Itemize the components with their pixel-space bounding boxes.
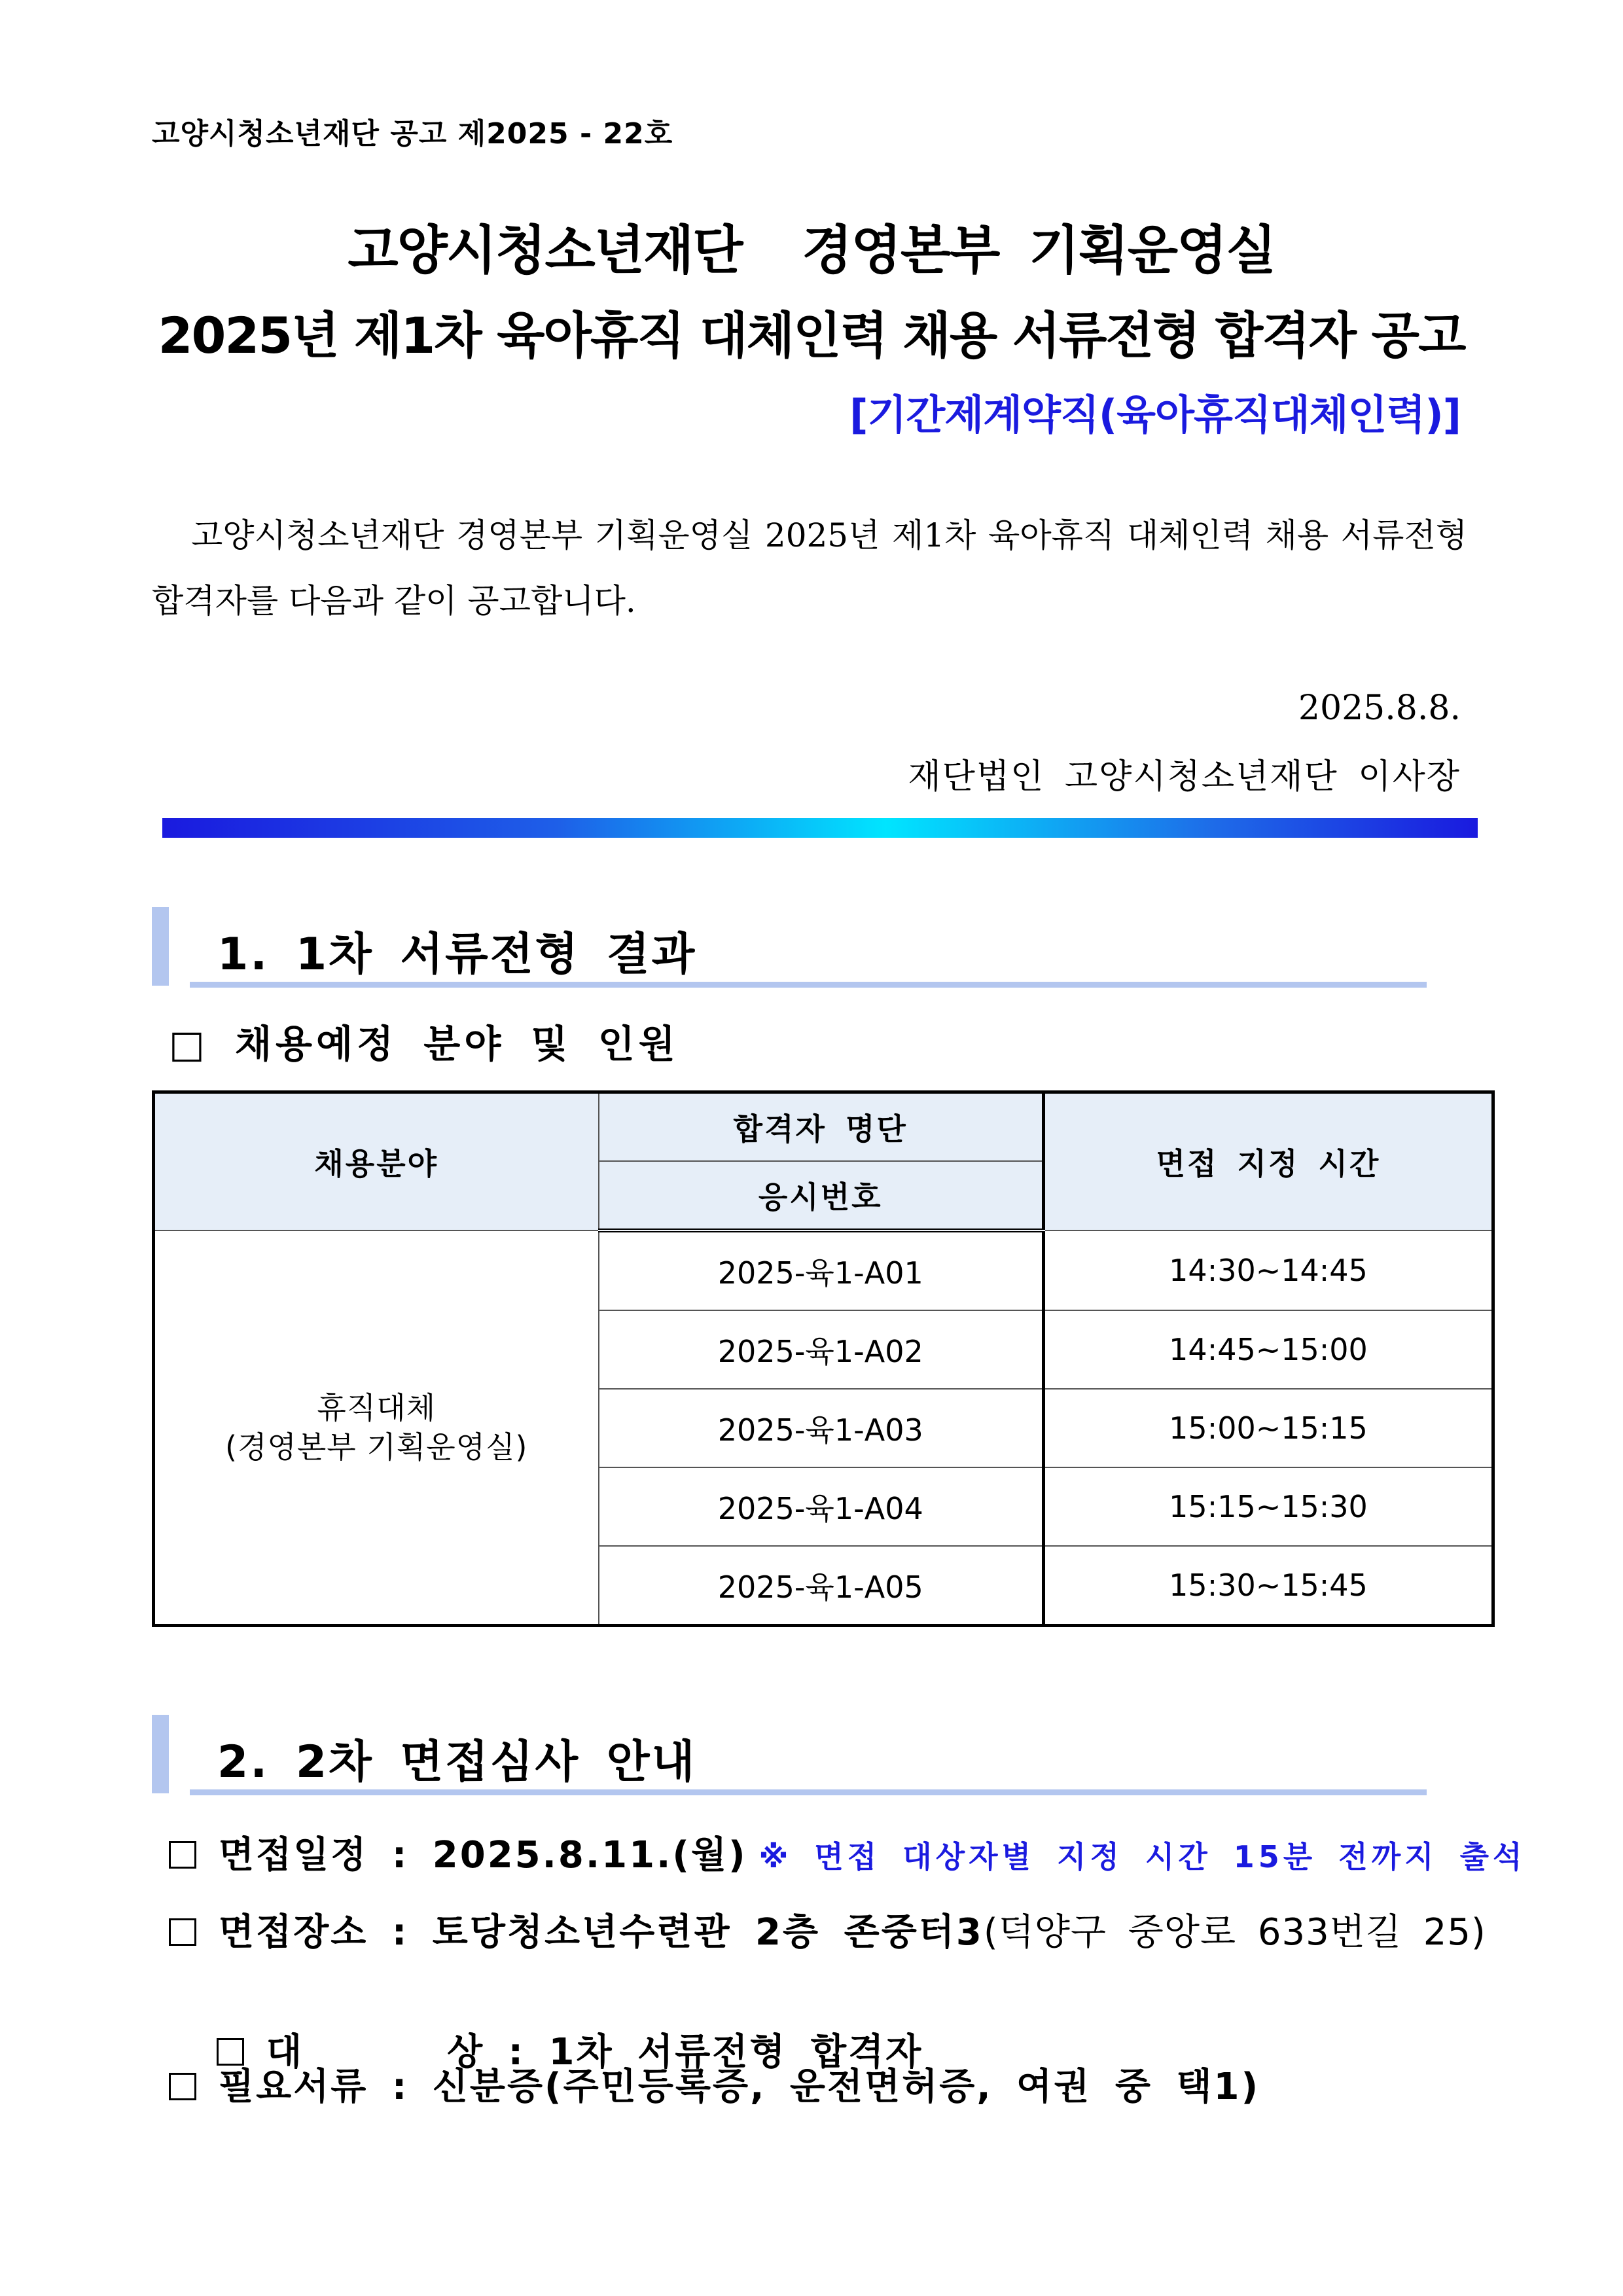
intro-text: 고양시청소년재단 경영본부 기획운영실 2025년 제1차 육아휴직 대체인력 채용 서류전형 합격자를 다음과 같이 공고합니다. [152,516,1467,620]
interview-time: 14:45~15:00 [1044,1310,1493,1389]
field-department: (경영본부 기획운영실) [225,1429,528,1465]
gradient-divider [162,818,1478,838]
section2-title: 2. 2차 면접심사 안내 [217,1736,697,1788]
results-table [152,1090,1495,1627]
required-documents-item [169,2058,1260,2110]
target-label: 대 상 : 1차 서류전형 합격자 [266,2031,923,2073]
checkbox-square-icon [169,1918,196,1946]
issuer: 재단법인 고양시청소년재단 이사장 [908,757,1461,797]
section2-underline [190,1789,1427,1795]
checkbox-square-icon [169,2073,196,2100]
required-documents-label: 필요서류 : 신분증(주민등록증, 운전면허증, 여권 중 택1) [219,2066,1260,2108]
header-field: 채용분야 [154,1092,599,1231]
field-name: 휴직대체 [317,1390,437,1426]
checkbox-square-icon [169,1841,196,1869]
field-cell [154,1230,599,1626]
applicant-number: 2025-육1-A03 [599,1389,1044,1467]
announcement-date: 2025.8.8. [1298,689,1461,728]
interview-schedule-note: ※ 면접 대상자별 지정 시간 15분 전까지 출석 [758,1839,1526,1874]
interview-time: 15:15~15:30 [1044,1467,1493,1546]
interview-schedule-item [169,1826,1525,1878]
intro-paragraph [152,503,1467,634]
interview-schedule-label: 면접일정 : 2025.8.11.(월) [219,1834,747,1876]
notice-number: 고양시청소년재단 공고 제2025 - 22호 [152,117,673,151]
interview-time: 15:30~15:45 [1044,1546,1493,1626]
applicant-number: 2025-육1-A04 [599,1467,1044,1546]
section1-subheading: □ 채용예정 분야 및 인원 [169,1022,679,1066]
interview-location-item [169,1903,1486,1956]
header-applicant-number: 응시번호 [599,1161,1044,1230]
interview-time: 14:30~14:45 [1044,1230,1493,1310]
section1-underline [190,982,1427,988]
applicant-number: 2025-육1-A05 [599,1546,1044,1626]
interview-location-label: 면접장소 : 토당청소년수련관 2층 존중터3 [219,1911,984,1954]
interview-time: 15:00~15:15 [1044,1389,1493,1467]
table-row [154,1230,1493,1310]
section2-accent-bar [152,1715,169,1793]
applicant-number: 2025-육1-A01 [599,1230,1044,1310]
applicant-number: 2025-육1-A02 [599,1310,1044,1389]
document-title-line2: 2025년 제1차 육아휴직 대체인력 채용 서류전형 합격자 공고 [158,306,1465,365]
header-interview-time: 면접 지정 시간 [1044,1092,1493,1231]
header-passers: 합격자 명단 [599,1092,1044,1162]
document-subtitle: [기간제계약직(육아휴직대체인력)] [849,391,1461,439]
section1-accent-bar [152,907,169,986]
section1-title: 1. 1차 서류전형 결과 [217,929,697,980]
interview-location-address: (덕양구 중앙로 633번길 25) [983,1911,1486,1954]
document-title-line1: 고양시청소년재단 경영본부 기획운영실 [348,220,1275,281]
